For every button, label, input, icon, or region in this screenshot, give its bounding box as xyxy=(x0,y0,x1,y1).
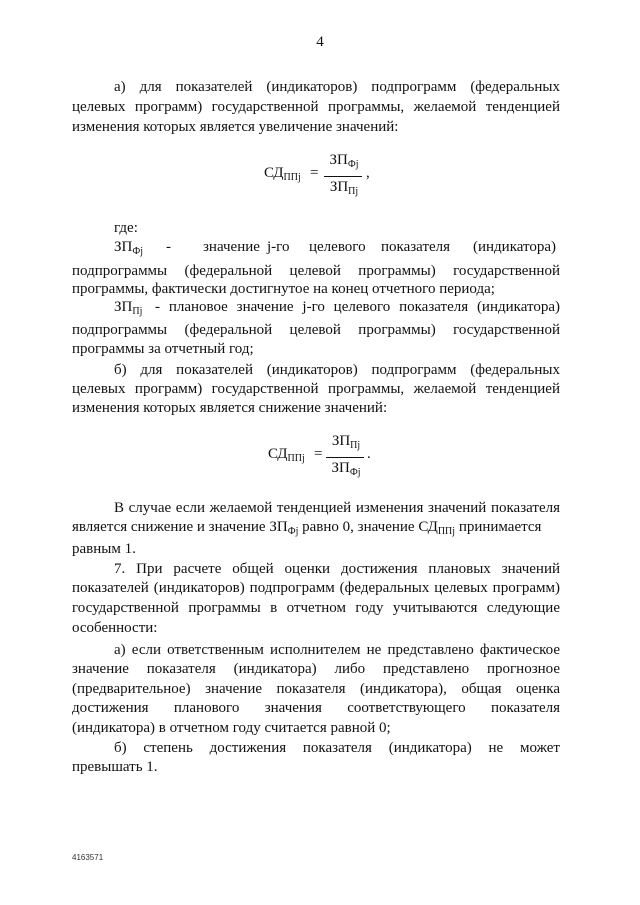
formula-denominator: $ЗП_{Пj}$ xyxy=(329,179,359,197)
def1-word-5: (индикатора) xyxy=(473,239,557,255)
para7a-line-3: (предварительное) значение показателя (индикатора), общая оценка xyxy=(72,681,560,697)
fraction-bar-2 xyxy=(326,457,364,458)
case-line-2: является снижение и значение $ЗП_{Фj}$ равно 0, значение $СД_{ППj}$ принимается xyxy=(72,519,542,537)
def1-line-3: программы, фактически достигнутое на конец отчетного периода; xyxy=(72,281,495,297)
def1-word-1: значение xyxy=(203,239,260,255)
para-a-line-1: а) для показателей (индикаторов) подпрограмм (федеральных xyxy=(114,79,560,95)
formula-decrease xyxy=(268,433,388,485)
para7b-line-1: б) степень достижения показателя (индикатора) не может xyxy=(114,740,560,756)
para7-line-2: показателей (индикаторов) подпрограмм (федеральных целевых программ) xyxy=(72,580,560,596)
def1-word-2: j-го xyxy=(267,239,290,255)
formula2-numerator: $ЗП_{Пj}$ xyxy=(331,433,361,451)
para7-line-4: особенности: xyxy=(72,620,158,636)
case-line-1: В случае если желаемой тенденцией изменения значений показателя xyxy=(114,500,560,516)
def2-line-1: - плановое значение j-го целевого показателя (индикатора) xyxy=(155,299,560,315)
para7a-line-5: (индикатора) в отчетном году считается равной 0; xyxy=(72,720,391,736)
para7a-line-4: достижения планового значения соответствующего показателя xyxy=(72,700,560,716)
def1-dash: - xyxy=(166,239,171,255)
document-id: 4163571 xyxy=(72,853,104,862)
def1-word-3: целевого xyxy=(309,239,366,255)
para-b-line-2: целевых программ) государственной программы, желаемой тенденцией xyxy=(72,381,560,397)
formula-numerator: $ЗП_{Фj}$ xyxy=(329,152,359,170)
formula-increase xyxy=(264,152,384,204)
para7-line-1: 7. При расчете общей оценки достижения плановых значений xyxy=(114,561,560,577)
formula2-tail: . xyxy=(367,446,371,462)
case-line-3: равным 1. xyxy=(72,541,136,557)
para-b-line-1: б) для показателей (индикаторов) подпрограмм (федеральных xyxy=(114,362,560,378)
para-a-line-3: изменения которых является увеличение значений: xyxy=(72,119,399,135)
para7-line-3: государственной программы в отчетном году учитываются следующие xyxy=(72,600,560,616)
def1-line-2: подпрограммы (федеральной целевой программы) государственной xyxy=(72,263,560,279)
def2-line-3: программы за отчетный год; xyxy=(72,341,254,357)
page-number: 4 xyxy=(316,34,324,50)
para7b-line-2: превышать 1. xyxy=(72,759,158,775)
formula-equals: = xyxy=(310,165,319,181)
formula-tail: , xyxy=(366,165,370,181)
def2-line-2: подпрограммы (федеральной целевой программы) государственной xyxy=(72,322,560,338)
formula-lhs: $СД_{ППj}$ xyxy=(264,165,301,183)
para-a-line-2: целевых программ) государственной программы, желаемой тенденцией xyxy=(72,99,560,115)
def2-symbol: $ЗП_{Пj}$ xyxy=(114,299,143,317)
para-b-line-3: изменения которых является снижение значений: xyxy=(72,400,388,416)
formula2-denominator: $ЗП_{Фj}$ xyxy=(331,460,361,478)
formula2-equals: = xyxy=(314,446,323,462)
fraction-bar xyxy=(324,176,362,177)
where-label: где: xyxy=(114,220,138,236)
para7a-line-2: значение показателя (индикатора) либо представлено прогнозное xyxy=(72,661,560,677)
para7a-line-1: а) если ответственным исполнителем не представлено фактическое xyxy=(114,642,560,658)
def1-word-4: показателя xyxy=(381,239,451,255)
def1-symbol: $ЗП_{Фj}$ xyxy=(114,239,144,257)
formula2-lhs: $СД_{ППj}$ xyxy=(268,446,305,464)
